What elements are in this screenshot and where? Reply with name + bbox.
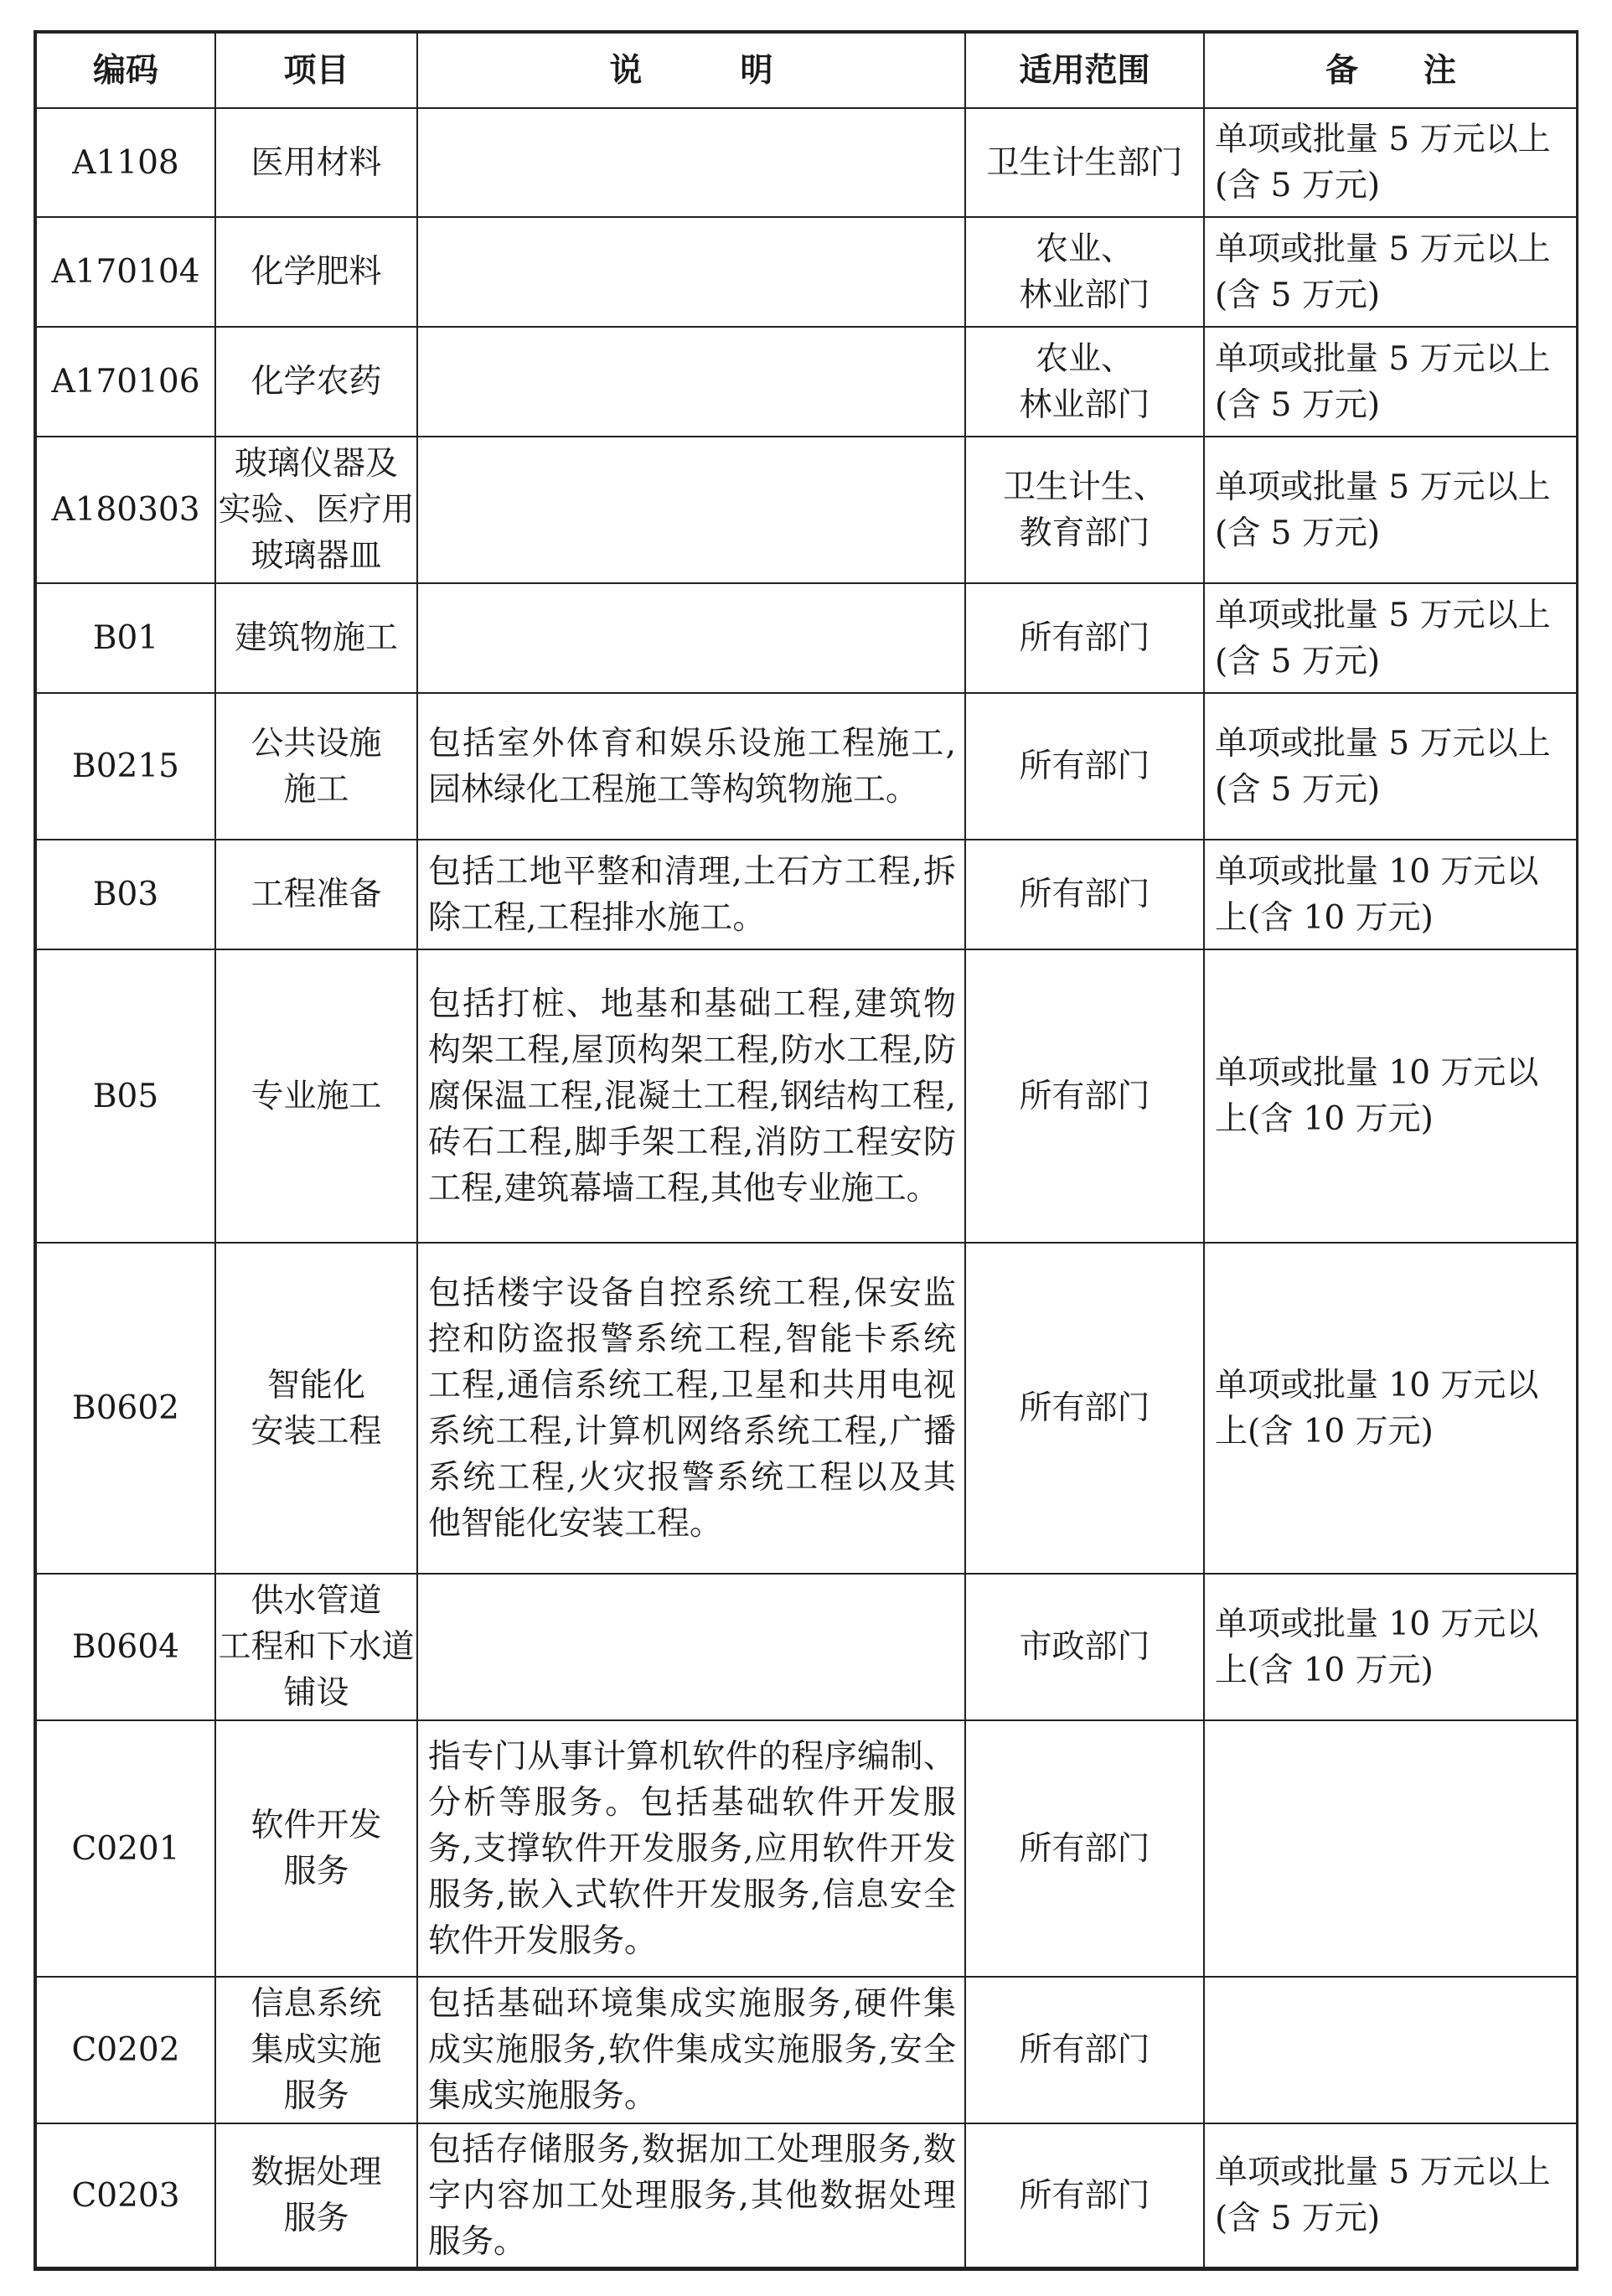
note-cell bbox=[1204, 1977, 1578, 2123]
item-cell: 信息系统 集成实施 服务 bbox=[215, 1977, 417, 2123]
description-cell: 包括基础环境集成实施服务,硬件集成实施服务,软件集成实施服务,安全集成实施服务。 bbox=[417, 1977, 965, 2123]
code-cell: A180303 bbox=[36, 437, 215, 583]
table-row bbox=[36, 1720, 1578, 1977]
code-cell: B0602 bbox=[36, 1243, 215, 1574]
table-row bbox=[36, 693, 1578, 840]
item-cell: 化学农药 bbox=[215, 327, 417, 437]
note-cell: 单项或批量 5 万元以上(含 5 万元) bbox=[1204, 583, 1578, 693]
note-cell: 单项或批量 5 万元以上(含 5 万元) bbox=[1204, 327, 1578, 437]
item-cell: 玻璃仪器及 实验、医疗用 玻璃器皿 bbox=[215, 437, 417, 583]
note-cell: 单项或批量 5 万元以上(含 5 万元) bbox=[1204, 108, 1578, 217]
description-cell: 包括工地平整和清理,土石方工程,拆除工程,工程排水施工。 bbox=[417, 840, 965, 949]
table-row bbox=[36, 437, 1578, 583]
table-row bbox=[36, 1977, 1578, 2123]
scope-cell: 所有部门 bbox=[965, 1977, 1204, 2123]
description-cell: 包括打桩、地基和基础工程,建筑物构架工程,屋顶构架工程,防水工程,防腐保温工程,混凝土工程,钢结构工程,砖石工程,脚手架工程,消防工程安防工程,建筑幕墙工程,其他专业施工。 bbox=[417, 949, 965, 1243]
scope-cell: 所有部门 bbox=[965, 2123, 1204, 2268]
scope-cell: 所有部门 bbox=[965, 1243, 1204, 1574]
header-note: 备 注 bbox=[1204, 33, 1578, 108]
description-cell bbox=[417, 437, 965, 583]
note-cell: 单项或批量 5 万元以上(含 5 万元) bbox=[1204, 2123, 1578, 2268]
table-row bbox=[36, 840, 1578, 949]
scope-cell: 所有部门 bbox=[965, 693, 1204, 840]
description-cell: 包括楼宇设备自控系统工程,保安监控和防盗报警系统工程,智能卡系统工程,通信系统工程,卫星和共用电视系统工程,计算机网络系统工程,广播系统工程,火灾报警系统工程以及其他智能化安装工程。 bbox=[417, 1243, 965, 1574]
note-cell: 单项或批量 10 万元以上(含 10 万元) bbox=[1204, 1574, 1578, 1720]
note-cell: 单项或批量 10 万元以上(含 10 万元) bbox=[1204, 840, 1578, 949]
description-cell bbox=[417, 108, 965, 217]
header-item: 项目 bbox=[215, 33, 417, 108]
item-cell: 数据处理 服务 bbox=[215, 2123, 417, 2268]
header-description: 说 明 bbox=[417, 33, 965, 108]
description-cell bbox=[417, 217, 965, 327]
item-cell: 公共设施 施工 bbox=[215, 693, 417, 840]
scope-cell: 所有部门 bbox=[965, 840, 1204, 949]
table-row bbox=[36, 1243, 1578, 1574]
scope-cell: 所有部门 bbox=[965, 949, 1204, 1243]
header-row bbox=[36, 33, 1578, 108]
table-row bbox=[36, 327, 1578, 437]
description-cell bbox=[417, 583, 965, 693]
note-cell: 单项或批量 5 万元以上(含 5 万元) bbox=[1204, 437, 1578, 583]
scope-cell: 农业、 林业部门 bbox=[965, 327, 1204, 437]
scope-cell: 农业、 林业部门 bbox=[965, 217, 1204, 327]
item-cell: 化学肥料 bbox=[215, 217, 417, 327]
description-cell: 包括室外体育和娱乐设施工程施工,园林绿化工程施工等构筑物施工。 bbox=[417, 693, 965, 840]
scope-cell: 市政部门 bbox=[965, 1574, 1204, 1720]
code-cell: B0604 bbox=[36, 1574, 215, 1720]
item-cell: 软件开发 服务 bbox=[215, 1720, 417, 1977]
item-cell: 智能化 安装工程 bbox=[215, 1243, 417, 1574]
code-cell: B0215 bbox=[36, 693, 215, 840]
code-cell: C0202 bbox=[36, 1977, 215, 2123]
scope-cell: 所有部门 bbox=[965, 583, 1204, 693]
table-row bbox=[36, 2123, 1578, 2268]
code-cell: B03 bbox=[36, 840, 215, 949]
scope-cell: 卫生计生部门 bbox=[965, 108, 1204, 217]
scope-cell: 卫生计生、 教育部门 bbox=[965, 437, 1204, 583]
code-cell: B01 bbox=[36, 583, 215, 693]
table-row bbox=[36, 108, 1578, 217]
code-cell: C0203 bbox=[36, 2123, 215, 2268]
description-cell bbox=[417, 327, 965, 437]
table-row bbox=[36, 1574, 1578, 1720]
code-cell: A170104 bbox=[36, 217, 215, 327]
header-scope: 适用范围 bbox=[965, 33, 1204, 108]
note-cell: 单项或批量 5 万元以上(含 5 万元) bbox=[1204, 217, 1578, 327]
scope-cell: 所有部门 bbox=[965, 1720, 1204, 1977]
note-cell: 单项或批量 10 万元以上(含 10 万元) bbox=[1204, 949, 1578, 1243]
item-cell: 供水管道 工程和下水道 铺设 bbox=[215, 1574, 417, 1720]
note-cell bbox=[1204, 1720, 1578, 1977]
note-cell: 单项或批量 10 万元以上(含 10 万元) bbox=[1204, 1243, 1578, 1574]
description-cell bbox=[417, 1574, 965, 1720]
code-cell: A1108 bbox=[36, 108, 215, 217]
description-cell: 包括存储服务,数据加工处理服务,数字内容加工处理服务,其他数据处理服务。 bbox=[417, 2123, 965, 2268]
description-cell: 指专门从事计算机软件的程序编制、分析等服务。包括基础软件开发服务,支撑软件开发服务,应用软件开发服务,嵌入式软件开发服务,信息安全软件开发服务。 bbox=[417, 1720, 965, 1977]
procurement-table bbox=[35, 32, 1578, 2268]
code-cell: C0201 bbox=[36, 1720, 215, 1977]
item-cell: 医用材料 bbox=[215, 108, 417, 217]
table-row bbox=[36, 217, 1578, 327]
table-row bbox=[36, 949, 1578, 1243]
item-cell: 建筑物施工 bbox=[215, 583, 417, 693]
header-code: 编码 bbox=[36, 33, 215, 108]
note-cell: 单项或批量 5 万元以上(含 5 万元) bbox=[1204, 693, 1578, 840]
item-cell: 工程准备 bbox=[215, 840, 417, 949]
item-cell: 专业施工 bbox=[215, 949, 417, 1243]
code-cell: A170106 bbox=[36, 327, 215, 437]
table-row bbox=[36, 583, 1578, 693]
code-cell: B05 bbox=[36, 949, 215, 1243]
